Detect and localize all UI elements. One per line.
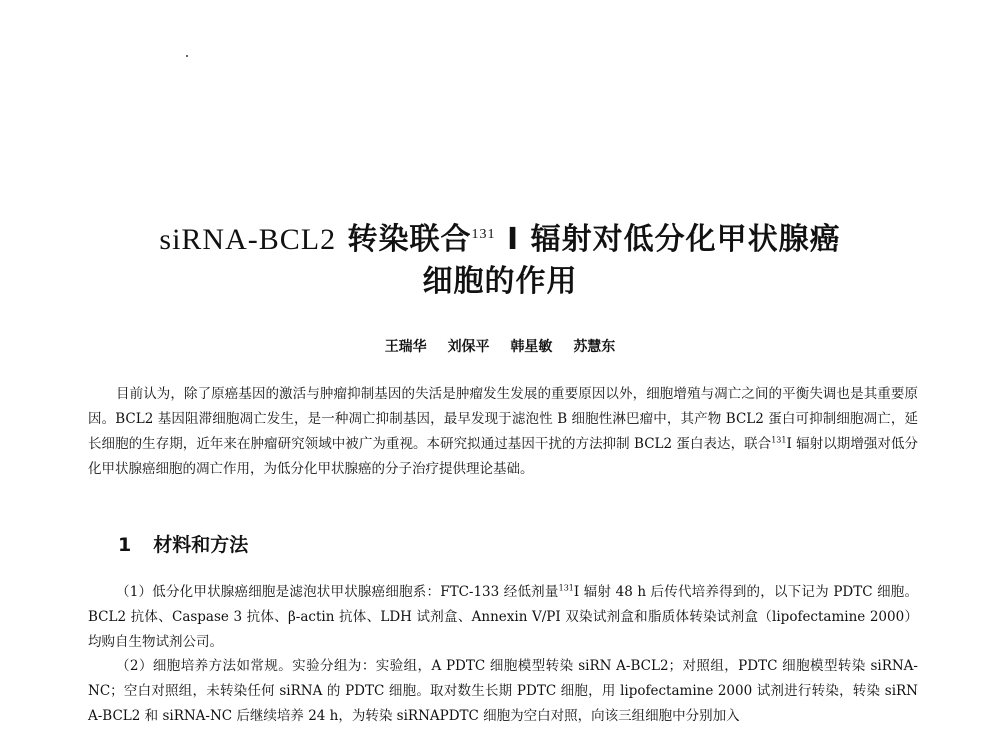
intro-text-a: 目前认为，除了原癌基因的激活与肿瘤抑制基因的失活是肿瘤发生发展的重要原因以外，细胞增殖与凋亡之间的平衡失调也是其重要原因。BCL2 基因阻滞细胞凋亡发生，是一种凋亡抑制基因，最早发现于滤泡性 B 细胞性淋巴瘤中，其产物 BCL2 蛋白可抑制细胞凋亡，延长细胞的生存期，近年来在肿瘤研究领域中被广为重视。本研究拟通过基因干扰的方法抑制 BCL2 蛋白表达，联合 bbox=[88, 386, 918, 452]
author-name: 王瑞华 bbox=[384, 339, 427, 355]
author-name: 韩星敏 bbox=[510, 339, 553, 355]
item1-isotope-mass: 131 bbox=[558, 583, 574, 593]
title-text-b: I 辐射对低分化甲状腺癌 bbox=[495, 222, 841, 257]
methods-item-1 bbox=[88, 580, 918, 655]
author-name: 苏慧东 bbox=[573, 339, 616, 355]
title-isotope-mass: 131 bbox=[471, 227, 496, 242]
intro-paragraph bbox=[88, 382, 918, 482]
author-name: 刘保平 bbox=[447, 339, 490, 355]
intro-text-b: I 辐射以期增强对低分化甲状腺癌细胞的凋亡作用，为低分化甲状腺癌的分子治疗提供理论基础。 bbox=[88, 436, 919, 477]
title-text-a: 转染联合 bbox=[336, 222, 472, 257]
item1-text-b: I 辐射 48 h 后传代培养得到的，以下记为 PDTC 细胞。BCL2 抗体、Caspase 3 抗体、β-actin 抗体、LDH 试剂盒、Annexin V/PI 双染试剂盒和脂质体转染试剂盒（lipofectamine 2000）均购自生物试剂公司。 bbox=[88, 584, 918, 650]
article-title-line-1 bbox=[0, 214, 1000, 258]
title-gene-name: siRNA-BCL2 bbox=[159, 223, 337, 256]
item1-text-a: （1）低分化甲状腺癌细胞是滤泡状甲状腺癌细胞系：FTC-133 经低剂量 bbox=[116, 584, 559, 600]
section-title: 材料和方法 bbox=[153, 534, 249, 556]
section-number: 1 bbox=[118, 534, 132, 556]
article-title-line-2: 细胞的作用 bbox=[422, 264, 578, 299]
scan-speck bbox=[186, 55, 188, 57]
author-list bbox=[0, 336, 1000, 356]
intro-isotope-mass: 131 bbox=[771, 435, 787, 445]
methods-item-2: （2）细胞培养方法如常规。实验分组为：实验组，A PDTC 细胞模型转染 siRN A-BCL2；对照组，PDTC 细胞模型转染 siRNA- NC；空白对照组，未转染任何 siRNA 的 PDTC 细胞。取对数生长期 PDTC 细胞，用 lipofectamine 2000 试剂进行转染，转染 siRN A-BCL2 和 siRNA-NC 后继续培养 24 h，为转染 siRNAPDTC 细胞为空白对照，向该三组细胞中分别加入 bbox=[88, 658, 918, 724]
section-heading bbox=[118, 530, 248, 557]
